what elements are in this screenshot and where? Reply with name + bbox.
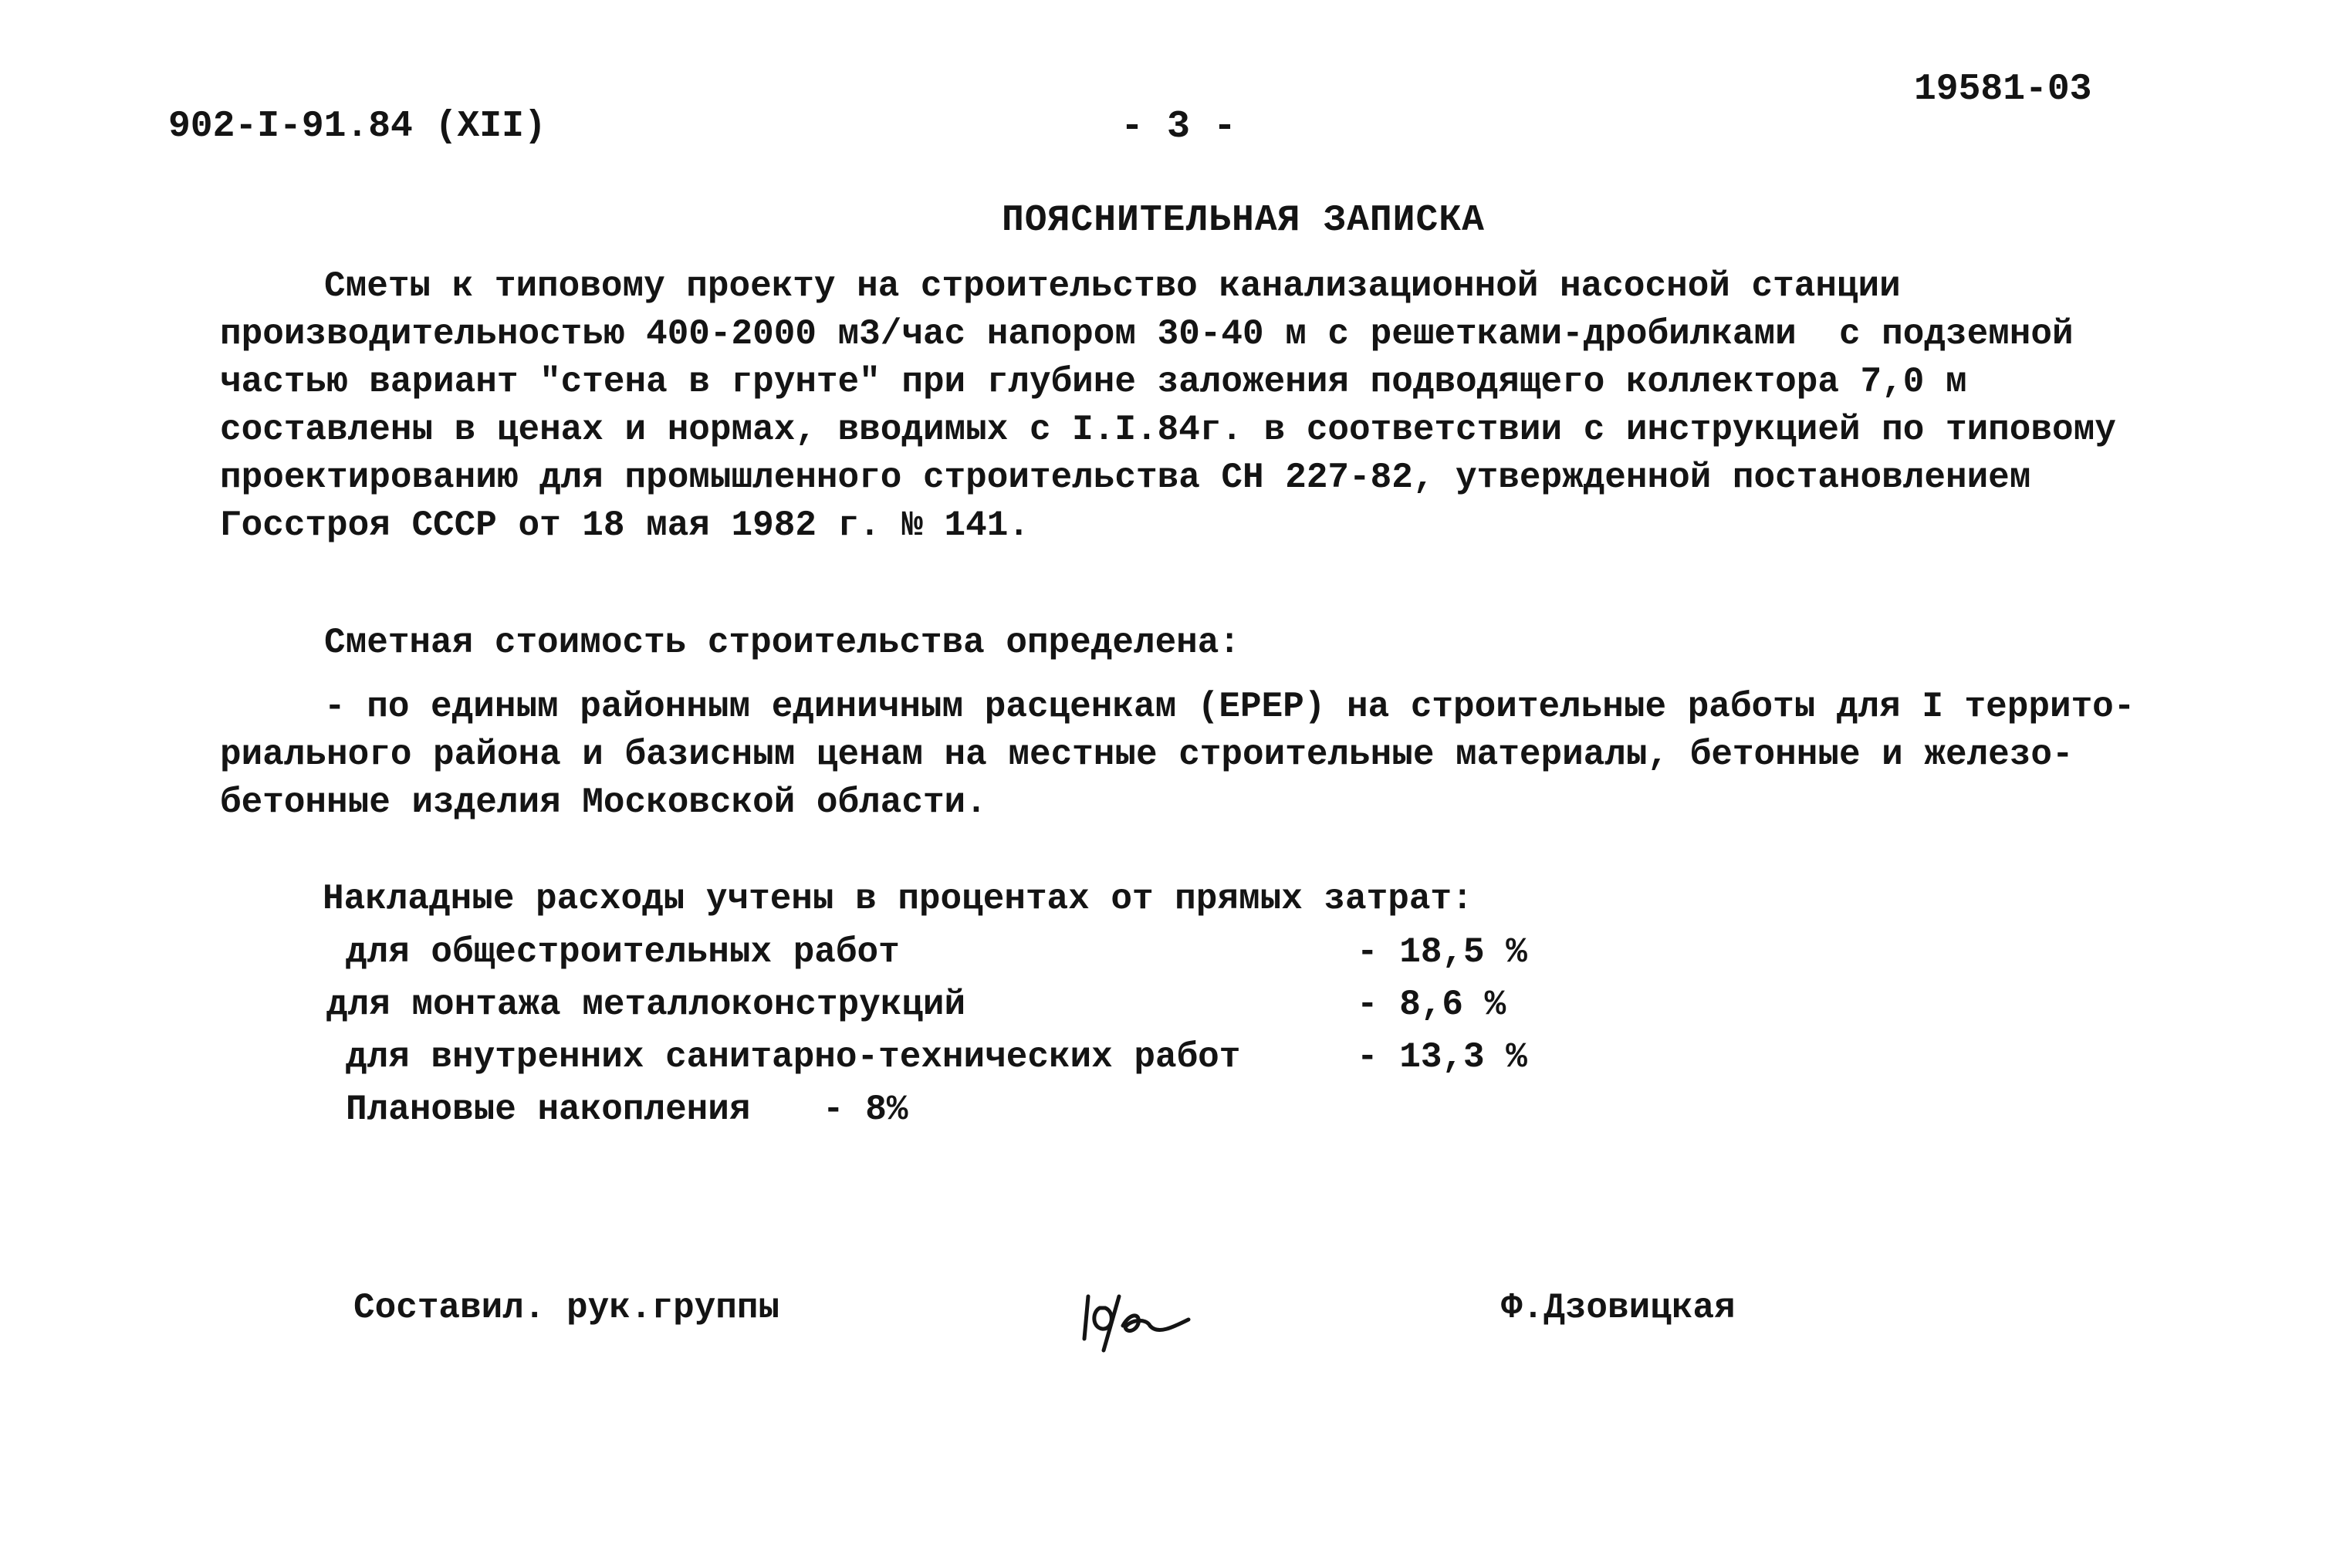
planned-savings-label: Плановые накопления	[346, 1090, 751, 1130]
handwritten-signature	[1073, 1266, 1227, 1358]
text-line: составлены в ценах и нормах, вводимых с I.I.84г. в соответствии с инструкцией по типовому	[220, 410, 2116, 450]
overheads-list	[323, 872, 1527, 1136]
paragraph-cost-definition	[220, 619, 2219, 667]
text-line: проектированию для промышленного строительства СН 227-82, утвержденной постановлением	[220, 458, 2031, 498]
text-line: Госстроя СССР от 18 мая 1982 г. № 141.	[220, 505, 1030, 546]
overhead-value: - 8,6 %	[1357, 985, 1506, 1025]
document-code: 902-I-91.84 (XII)	[168, 106, 546, 147]
overhead-label: для внутренних санитарно-технических работ	[346, 1037, 1241, 1077]
text-line: частью вариант "стена в грунте" при глубине заложения подводящего коллектора 7,0 м	[220, 362, 1967, 402]
paragraph-rates	[220, 683, 2219, 826]
overhead-row	[323, 978, 1506, 1031]
text-line: производительностью 400-2000 м3/час напором 30-40 м с решетками-дробилками с подземной	[220, 314, 2074, 354]
text-line: риального района и базисным ценам на местные строительные материалы, бетонные и железо-	[220, 735, 2074, 775]
page-number: - 3 -	[1121, 105, 1237, 149]
overhead-value: - 18,5 %	[1357, 932, 1527, 972]
overheads-heading: Накладные расходы учтены в процентах от прямых затрат:	[323, 879, 1473, 919]
planned-savings-value: - 8%	[823, 1090, 908, 1130]
overhead-row	[323, 1031, 1527, 1083]
text-line: бетонные изделия Московской области.	[220, 782, 987, 823]
planned-savings-row	[323, 1083, 1473, 1136]
paragraph-intro	[220, 262, 2219, 549]
overhead-label: для общестроительных работ	[346, 932, 900, 972]
text-line: Сметы к типовому проекту на строительство канализационной насосной станции	[324, 266, 1901, 306]
signatory-role: Составил. рук.группы	[353, 1288, 780, 1328]
overhead-row	[323, 926, 1527, 978]
document-title: ПОЯСНИТЕЛЬНАЯ ЗАПИСКА	[1002, 200, 1485, 242]
archive-number: 19581-03	[1914, 69, 2092, 110]
overhead-label: для монтажа металлоконструкций	[326, 985, 966, 1025]
text-line: Сметная стоимость строительства определена:	[324, 623, 1240, 663]
overhead-value: - 13,3 %	[1357, 1037, 1527, 1077]
signatory-name: Ф.Дзовицкая	[1501, 1288, 1736, 1328]
text-line: - по единым районным единичным расценкам (ЕРЕР) на строительные работы для I террито-	[324, 687, 2135, 727]
